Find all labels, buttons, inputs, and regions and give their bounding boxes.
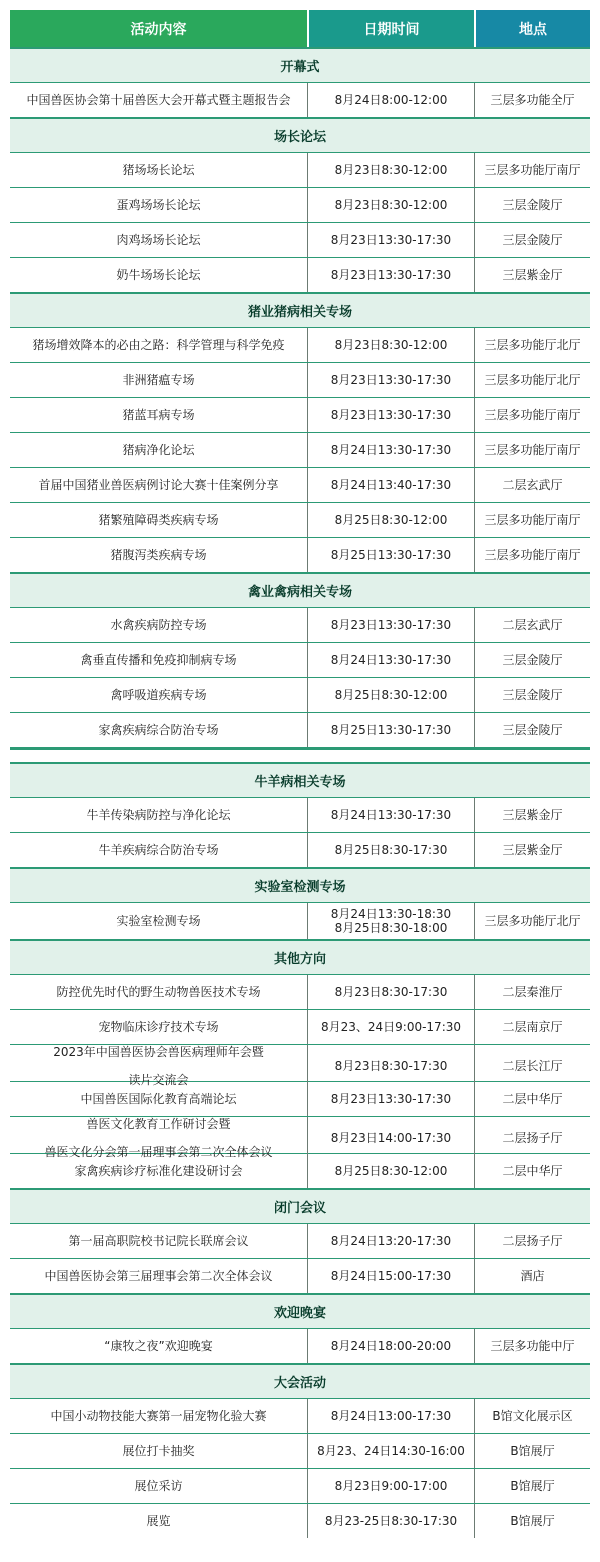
- activity-line: 展览: [146, 1514, 171, 1528]
- activity-line: 猪病净化论坛: [122, 443, 195, 457]
- activity-line: 展位采访: [134, 1479, 183, 1493]
- activity-cell: [10, 1082, 307, 1116]
- activity-cell: [10, 1010, 307, 1044]
- location-cell: 三层多功能厅南厅: [474, 538, 590, 572]
- datetime-cell: [307, 1259, 474, 1293]
- activity-line: 猪蓝耳病专场: [122, 408, 195, 422]
- location-cell: 三层多功能厅北厅: [474, 903, 590, 939]
- activity-line: 防控优先时代的野生动物兽医技术专场: [56, 985, 261, 999]
- datetime-line: 8月23日13:30-17:30: [330, 233, 452, 247]
- datetime-cell: [307, 1010, 474, 1044]
- header-datetime: 日期时间: [307, 10, 474, 47]
- datetime-line: 8月23、24日9:00-17:30: [320, 1020, 462, 1034]
- activity-cell: [10, 258, 307, 292]
- datetime-cell: [307, 1469, 474, 1503]
- datetime-line: 8月24日13:30-17:30: [330, 808, 452, 822]
- section-title: 猪业猪病相关专场: [10, 292, 590, 327]
- datetime-line: 8月25日8:30-12:00: [334, 688, 448, 702]
- activity-line: 首届中国猪业兽医病例讨论大赛十佳案例分享: [38, 478, 279, 492]
- location-cell: 二层扬子厅: [474, 1224, 590, 1258]
- activity-cell: [10, 153, 307, 187]
- location-cell: 三层多功能厅北厅: [474, 328, 590, 362]
- table-row: [10, 1433, 590, 1468]
- datetime-cell: [307, 1045, 474, 1087]
- header-activity: 活动内容: [130, 21, 187, 38]
- table-row: [10, 222, 590, 257]
- table-row: [10, 642, 590, 677]
- datetime-line: 8月23日13:30-17:30: [330, 618, 452, 632]
- location-cell: 三层多功能厅南厅: [474, 503, 590, 537]
- location-cell: 二层长江厅: [474, 1045, 590, 1087]
- table-row: [10, 677, 590, 712]
- location-cell: 三层多功能厅北厅: [474, 363, 590, 397]
- activity-line: 兽医文化教育工作研讨会暨: [86, 1117, 231, 1131]
- datetime-line: 8月24日13:30-18:30: [330, 907, 452, 921]
- activity-cell: [10, 798, 307, 832]
- activity-cell: [10, 398, 307, 432]
- activity-cell: [10, 1329, 307, 1363]
- datetime-cell: [307, 223, 474, 257]
- section-title: 欢迎晚宴: [10, 1293, 590, 1328]
- table-row: [10, 1009, 590, 1044]
- location-cell: 三层多功能全厅: [474, 83, 590, 117]
- section-title: 牛羊病相关专场: [10, 762, 590, 797]
- datetime-line: 8月23日8:30-12:00: [334, 198, 448, 212]
- datetime-cell: [307, 1082, 474, 1116]
- table-row: [10, 82, 590, 117]
- location-cell: 二层中华厅: [474, 1154, 590, 1188]
- location-cell: 三层金陵厅: [474, 713, 590, 747]
- datetime-cell: [307, 713, 474, 747]
- table-row: [10, 974, 590, 1009]
- table-row: [10, 1044, 590, 1087]
- datetime-line: 8月23日8:30-12:00: [334, 163, 448, 177]
- activity-cell: [10, 975, 307, 1009]
- activity-cell: [10, 713, 307, 747]
- table-row: [10, 432, 590, 467]
- datetime-cell: [307, 153, 474, 187]
- location-cell: 二层中华厅: [474, 1082, 590, 1116]
- activity-cell: [10, 1045, 307, 1087]
- activity-cell: [10, 188, 307, 222]
- activity-cell: [10, 363, 307, 397]
- header-location: 地点: [474, 10, 590, 47]
- location-cell: 三层金陵厅: [474, 643, 590, 677]
- activity-line: 家禽疾病诊疗标准化建设研讨会: [74, 1164, 243, 1178]
- table-row: [10, 187, 590, 222]
- activity-cell: [10, 1224, 307, 1258]
- activity-line: 水禽疾病防控专场: [110, 618, 207, 632]
- datetime-line: 8月23日13:30-17:30: [330, 373, 452, 387]
- datetime-line: 8月24日13:40-17:30: [330, 478, 452, 492]
- datetime-cell: [307, 643, 474, 677]
- location-cell: 三层金陵厅: [474, 678, 590, 712]
- activity-line: 禽垂直传播和免疫抑制病专场: [80, 653, 237, 667]
- datetime-line: 8月24日13:00-17:30: [330, 1409, 452, 1423]
- schedule-table: [10, 0, 590, 1538]
- activity-cell: [10, 678, 307, 712]
- activity-line: 猪场增效降本的必由之路：科学管理与科学免疫: [32, 338, 285, 352]
- table-row: [10, 397, 590, 432]
- table-row: [10, 1503, 590, 1538]
- datetime-line: 8月25日8:30-12:00: [334, 1164, 448, 1178]
- activity-line: 猪繁殖障碍类疾病专场: [98, 513, 219, 527]
- activity-line: 第一届高职院校书记院长联席会议: [68, 1234, 249, 1248]
- datetime-cell: [307, 433, 474, 467]
- activity-cell: [10, 643, 307, 677]
- datetime-cell: [307, 903, 474, 939]
- location-cell: 三层紫金厅: [474, 258, 590, 292]
- datetime-cell: [307, 398, 474, 432]
- datetime-line: 8月24日13:30-17:30: [330, 443, 452, 457]
- activity-line: 展位打卡抽奖: [122, 1444, 195, 1458]
- activity-line: 牛羊传染病防控与净化论坛: [86, 808, 231, 822]
- table-row: [10, 712, 590, 747]
- location-cell: 三层多功能中厅: [474, 1329, 590, 1363]
- activity-line: 实验室检测专场: [116, 914, 201, 928]
- activity-cell: [10, 538, 307, 572]
- location-cell: B馆展厅: [474, 1434, 590, 1468]
- activity-line: 猪腹泻类疾病专场: [110, 548, 207, 562]
- activity-cell: [10, 503, 307, 537]
- datetime-cell: [307, 1329, 474, 1363]
- activity-cell: [10, 468, 307, 502]
- table-row: [10, 327, 590, 362]
- activity-line: “康牧之夜”欢迎晚宴: [104, 1339, 213, 1353]
- datetime-line: 8月23日8:30-17:30: [334, 985, 448, 999]
- datetime-line: 8月25日13:30-17:30: [330, 548, 452, 562]
- datetime-line: 8月23日8:30-12:00: [334, 338, 448, 352]
- activity-line: 2023年中国兽医协会兽医病理师年会暨: [53, 1045, 264, 1059]
- location-cell: B馆展厅: [474, 1504, 590, 1538]
- activity-line: 猪场场长论坛: [122, 163, 195, 177]
- activity-line: 读片交流会: [128, 1073, 189, 1087]
- datetime-line: 8月23日13:30-17:30: [330, 1092, 452, 1106]
- datetime-line: 8月23日13:30-17:30: [330, 268, 452, 282]
- table-row: [10, 1223, 590, 1258]
- datetime-cell: [307, 328, 474, 362]
- datetime-cell: [307, 468, 474, 502]
- table-row: [10, 257, 590, 292]
- datetime-line: 8月25日8:30-12:00: [334, 513, 448, 527]
- location-cell: 二层南京厅: [474, 1010, 590, 1044]
- section-title: 禽业禽病相关专场: [10, 572, 590, 607]
- activity-cell: [10, 1259, 307, 1293]
- datetime-cell: [307, 833, 474, 867]
- datetime-line: 8月23日14:00-17:30: [330, 1131, 452, 1145]
- datetime-line: 8月24日18:00-20:00: [330, 1339, 452, 1353]
- activity-cell: [10, 1154, 307, 1188]
- activity-line: 牛羊疾病综合防治专场: [98, 843, 219, 857]
- datetime-cell: [307, 1224, 474, 1258]
- activity-line: 中国兽医协会第三届理事会第二次全体会议: [44, 1269, 273, 1283]
- section-title: 其他方向: [10, 939, 590, 974]
- activity-line: 中国兽医国际化教育高端论坛: [80, 1092, 237, 1106]
- activity-cell: [10, 1117, 307, 1159]
- location-cell: 二层玄武厅: [474, 608, 590, 642]
- location-cell: 三层多功能厅南厅: [474, 398, 590, 432]
- table-row: [10, 1258, 590, 1293]
- location-cell: 三层紫金厅: [474, 833, 590, 867]
- table-row: [10, 607, 590, 642]
- datetime-cell: [307, 1434, 474, 1468]
- activity-line: 非洲猪瘟专场: [122, 373, 195, 387]
- table-row: [10, 797, 590, 832]
- datetime-cell: [307, 1399, 474, 1433]
- location-cell: 酒店: [474, 1259, 590, 1293]
- location-cell: 三层金陵厅: [474, 188, 590, 222]
- location-cell: 三层紫金厅: [474, 798, 590, 832]
- location-cell: 二层玄武厅: [474, 468, 590, 502]
- location-cell: 三层多功能厅南厅: [474, 153, 590, 187]
- activity-cell: [10, 608, 307, 642]
- table-row: [10, 1398, 590, 1433]
- activity-cell: [10, 1504, 307, 1538]
- datetime-line: 8月24日15:00-17:30: [330, 1269, 452, 1283]
- table-body: [10, 47, 590, 1538]
- datetime-cell: [307, 258, 474, 292]
- table-row: [10, 1153, 590, 1188]
- table-row: [10, 1081, 590, 1116]
- table-row: [10, 152, 590, 187]
- datetime-line: 8月24日13:20-17:30: [330, 1234, 452, 1248]
- datetime-cell: [307, 1504, 474, 1538]
- table-row: [10, 832, 590, 867]
- table-row: [10, 467, 590, 502]
- table-row: [10, 1116, 590, 1159]
- datetime-cell: [307, 608, 474, 642]
- datetime-line: 8月23日13:30-17:30: [330, 408, 452, 422]
- activity-cell: [10, 223, 307, 257]
- location-cell: B馆展厅: [474, 1469, 590, 1503]
- activity-cell: [10, 1399, 307, 1433]
- location-cell: B馆文化展示区: [474, 1399, 590, 1433]
- table-row: [10, 902, 590, 939]
- table-row: [10, 1468, 590, 1503]
- table-row: [10, 362, 590, 397]
- datetime-line: 8月24日8:00-12:00: [334, 93, 448, 107]
- table-header: [10, 10, 590, 47]
- datetime-line: 8月23-25日8:30-17:30: [324, 1514, 458, 1528]
- datetime-line: 8月23、24日14:30-16:00: [317, 1444, 465, 1458]
- datetime-line: 8月25日13:30-17:30: [330, 723, 452, 737]
- location-cell: 三层金陵厅: [474, 223, 590, 257]
- section-title: 大会活动: [10, 1363, 590, 1398]
- datetime-cell: [307, 678, 474, 712]
- table-row: [10, 502, 590, 537]
- datetime-cell: [307, 975, 474, 1009]
- activity-line: 奶牛场场长论坛: [116, 268, 201, 282]
- activity-cell: [10, 833, 307, 867]
- datetime-line: 8月24日13:30-17:30: [330, 653, 452, 667]
- datetime-line: 8月25日8:30-18:00: [334, 921, 448, 935]
- section-title: 闭门会议: [10, 1188, 590, 1223]
- datetime-cell: [307, 188, 474, 222]
- datetime-cell: [307, 1154, 474, 1188]
- datetime-cell: [307, 503, 474, 537]
- section-title: 开幕式: [10, 47, 590, 82]
- activity-line: 中国小动物技能大赛第一届宠物化验大赛: [50, 1409, 267, 1423]
- section-title: 场长论坛: [10, 117, 590, 152]
- activity-cell: [10, 1469, 307, 1503]
- activity-line: 禽呼吸道疾病专场: [110, 688, 207, 702]
- datetime-cell: [307, 538, 474, 572]
- table-row: [10, 1328, 590, 1363]
- datetime-cell: [307, 798, 474, 832]
- activity-line: 肉鸡场场长论坛: [116, 233, 201, 247]
- activity-cell: [10, 83, 307, 117]
- location-cell: 二层扬子厅: [474, 1117, 590, 1159]
- activity-cell: [10, 328, 307, 362]
- location-cell: 三层多功能厅南厅: [474, 433, 590, 467]
- section-separator: [10, 747, 590, 762]
- table-row: [10, 537, 590, 572]
- datetime-cell: [307, 83, 474, 117]
- datetime-cell: [307, 1117, 474, 1159]
- section-title: 实验室检测专场: [10, 867, 590, 902]
- activity-line: 兽医文化分会第一届理事会第二次全体会议: [44, 1145, 273, 1159]
- datetime-cell: [307, 363, 474, 397]
- activity-line: 中国兽医协会第十届兽医大会开幕式暨主题报告会: [26, 93, 291, 107]
- activity-cell: [10, 1434, 307, 1468]
- activity-line: 蛋鸡场场长论坛: [116, 198, 201, 212]
- datetime-line: 8月25日8:30-17:30: [334, 843, 448, 857]
- datetime-line: 8月23日8:30-17:30: [334, 1059, 448, 1073]
- location-cell: 二层秦淮厅: [474, 975, 590, 1009]
- activity-cell: [10, 433, 307, 467]
- activity-line: 家禽疾病综合防治专场: [98, 723, 219, 737]
- activity-line: 宠物临床诊疗技术专场: [98, 1020, 219, 1034]
- datetime-line: 8月23日9:00-17:00: [334, 1479, 448, 1493]
- activity-cell: [10, 903, 307, 939]
